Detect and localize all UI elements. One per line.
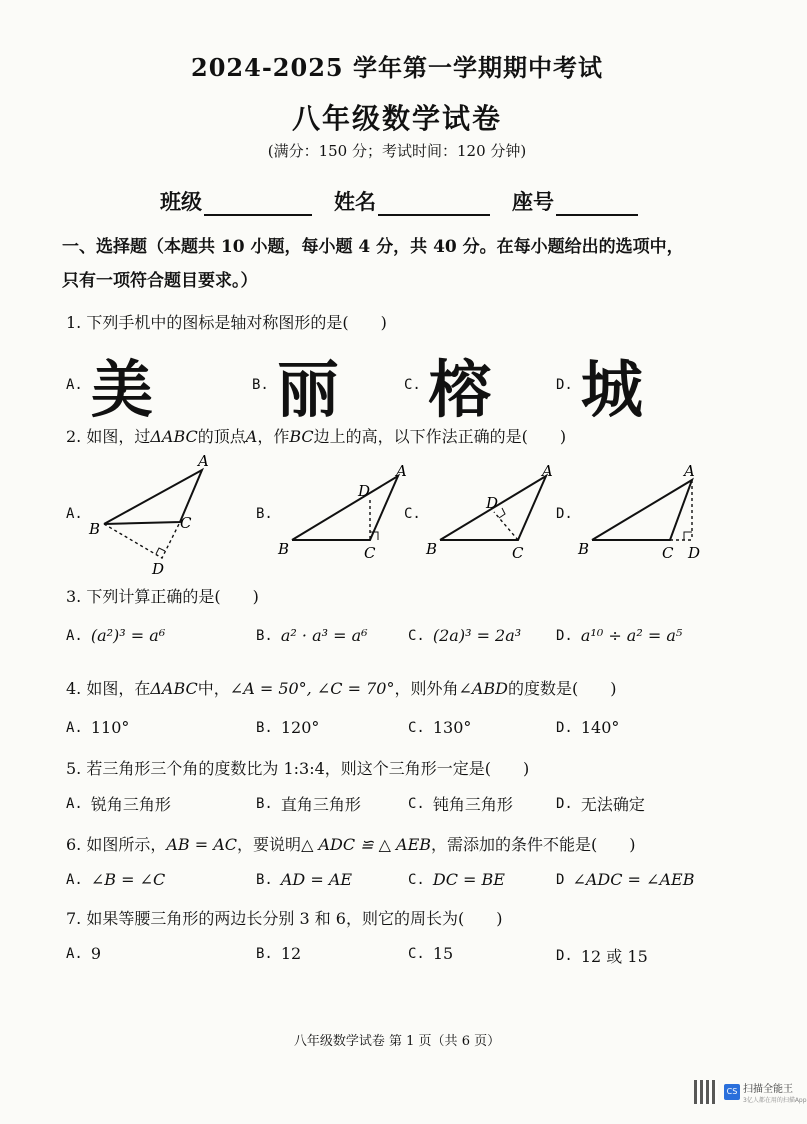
question-1-stem: 1. 下列手机中的图标是轴对称图形的是( ) bbox=[66, 313, 387, 332]
option-expression: a² · a³ = a⁶ bbox=[280, 626, 368, 645]
angle-abd: ∠ABD bbox=[458, 679, 508, 698]
label-d: D bbox=[358, 482, 371, 500]
vertex-a: A bbox=[245, 427, 258, 446]
stem-text: ，要说明 bbox=[237, 835, 302, 854]
exam-title: 2024-2025 学年第一学期期中考试 bbox=[191, 53, 603, 82]
label-c: C bbox=[662, 544, 674, 562]
stem-text: 的度数是( ) bbox=[508, 679, 617, 698]
side-bc: BC bbox=[289, 427, 314, 446]
option-label: B. bbox=[256, 945, 273, 962]
stem-text: ，需添加的条件不能是( ) bbox=[431, 835, 636, 854]
angle-condition: ∠A = 50°, ∠C = 70° bbox=[229, 679, 395, 698]
q5-option-c[interactable] bbox=[408, 792, 513, 815]
option-label: D bbox=[556, 871, 565, 888]
q5-option-b[interactable] bbox=[256, 792, 361, 815]
option-expression: (a²)³ = a⁶ bbox=[90, 626, 166, 645]
q3-option-b[interactable] bbox=[256, 626, 368, 645]
option-label: C. bbox=[408, 627, 425, 644]
paper-title: 八年级数学试卷 bbox=[291, 102, 502, 135]
label-b: B bbox=[278, 540, 290, 558]
option-value: 110° bbox=[90, 718, 130, 737]
option-label: B. bbox=[256, 871, 273, 888]
exam-info: (满分：150 分；考试时间：120 分钟) bbox=[267, 142, 527, 160]
option-expression: (2a)³ = 2a³ bbox=[432, 626, 522, 645]
q5-option-a[interactable] bbox=[66, 792, 171, 815]
option-label: C. bbox=[408, 945, 425, 962]
icon-char-mei: 美 bbox=[90, 353, 153, 426]
name-blank[interactable] bbox=[378, 192, 490, 216]
name-label: 姓名 bbox=[334, 189, 376, 214]
q2-figure-d bbox=[574, 460, 714, 570]
stem-text: 6. 如图所示， bbox=[66, 835, 167, 854]
stem-text: ，则外角 bbox=[394, 679, 459, 698]
congruence-statement: △ ADC ≌ △ AEB bbox=[301, 835, 432, 854]
q2-figure-c bbox=[422, 460, 562, 570]
q2-figure-b bbox=[274, 460, 414, 570]
option-label: A. bbox=[66, 376, 83, 393]
icon-char-rong: 榕 bbox=[428, 353, 491, 426]
option-label: C. bbox=[404, 506, 421, 522]
q4-option-c[interactable] bbox=[408, 718, 471, 737]
stem-text: ，作 bbox=[257, 427, 290, 446]
side-condition: AB = AC bbox=[166, 835, 238, 854]
option-value: 12 bbox=[280, 944, 302, 963]
q1-option-b[interactable] bbox=[252, 340, 339, 429]
option-label: C. bbox=[408, 795, 425, 812]
q4-option-d[interactable] bbox=[556, 718, 619, 737]
q6-option-c[interactable] bbox=[408, 870, 505, 889]
label-a: A bbox=[396, 462, 407, 480]
q7-option-b[interactable] bbox=[256, 944, 301, 963]
q5-option-d[interactable] bbox=[556, 792, 645, 815]
section-heading-line1: 一、选择题（本题共 10 小题，每小题 4 分，共 40 分。在每小题给出的选项中， bbox=[62, 237, 684, 257]
q6-option-b[interactable] bbox=[256, 870, 352, 889]
option-label: A. bbox=[66, 627, 83, 644]
q1-option-a[interactable] bbox=[66, 340, 153, 429]
question-7-stem: 7. 如果等腰三角形的两边长分别 3 和 6，则它的周长为( ) bbox=[66, 909, 503, 928]
option-expression: a¹⁰ ÷ a² = a⁵ bbox=[580, 626, 683, 645]
icon-char-li: 丽 bbox=[276, 353, 339, 426]
q3-option-a[interactable] bbox=[66, 626, 165, 645]
option-value: DC = BE bbox=[432, 870, 505, 889]
option-label: D. bbox=[556, 627, 573, 644]
label-c: C bbox=[512, 544, 524, 562]
option-value: 直角三角形 bbox=[280, 795, 361, 814]
q1-option-c[interactable] bbox=[404, 340, 491, 429]
option-value: ∠B = ∠C bbox=[90, 870, 166, 889]
question-4-stem bbox=[66, 676, 617, 699]
option-value: ∠ADC = ∠AEB bbox=[572, 870, 695, 889]
stem-text: 边上的高，以下作法正确的是( ) bbox=[313, 427, 567, 446]
label-b: B bbox=[578, 540, 590, 558]
name-field[interactable] bbox=[334, 186, 490, 216]
option-label: B. bbox=[252, 376, 269, 393]
option-label: C. bbox=[408, 719, 425, 736]
scanner-logo-icon: CS bbox=[724, 1084, 740, 1100]
label-a: A bbox=[198, 452, 209, 470]
label-c: C bbox=[364, 544, 376, 562]
label-b: B bbox=[426, 540, 438, 558]
stem-text: 中， bbox=[197, 679, 230, 698]
option-label: B. bbox=[256, 506, 273, 522]
option-label: A. bbox=[66, 795, 83, 812]
question-2-stem bbox=[66, 424, 566, 447]
label-d: D bbox=[152, 560, 165, 578]
q7-option-c[interactable] bbox=[408, 944, 453, 963]
q3-option-c[interactable] bbox=[408, 626, 521, 645]
option-label: A. bbox=[66, 871, 83, 888]
option-value: 130° bbox=[432, 718, 472, 737]
option-label: D. bbox=[556, 376, 573, 393]
q2-figure-a bbox=[84, 450, 224, 580]
q4-option-b[interactable] bbox=[256, 718, 319, 737]
option-label: B. bbox=[256, 627, 273, 644]
option-label: D. bbox=[556, 719, 573, 736]
option-label: D. bbox=[556, 795, 573, 812]
icon-char-cheng: 城 bbox=[580, 353, 643, 426]
q6-option-d[interactable] bbox=[556, 870, 694, 889]
option-label: A. bbox=[66, 719, 83, 736]
option-value: 钝角三角形 bbox=[432, 795, 513, 814]
option-value: 9 bbox=[90, 944, 102, 963]
option-label: B. bbox=[256, 719, 273, 736]
label-d: D bbox=[688, 544, 701, 562]
label-b: B bbox=[89, 520, 101, 538]
class-blank[interactable] bbox=[204, 192, 312, 216]
stem-text: 的顶点 bbox=[197, 427, 246, 446]
label-a: A bbox=[542, 462, 553, 480]
option-label: C. bbox=[408, 871, 425, 888]
page-footer: 八年级数学试卷 第 1 页（共 6 页） bbox=[293, 1034, 501, 1049]
scanner-stamp bbox=[694, 1080, 807, 1104]
option-value: 12 或 15 bbox=[580, 947, 648, 966]
option-label: A. bbox=[66, 506, 83, 522]
option-value: 120° bbox=[280, 718, 320, 737]
question-6-stem bbox=[66, 832, 636, 855]
q7-option-d[interactable] bbox=[556, 944, 648, 967]
q7-option-a[interactable] bbox=[66, 944, 101, 963]
q6-option-a[interactable] bbox=[66, 870, 165, 889]
option-label: C. bbox=[404, 376, 421, 393]
stem-text: 4. 如图，在 bbox=[66, 679, 151, 698]
q4-option-a[interactable] bbox=[66, 718, 129, 737]
class-field[interactable] bbox=[160, 186, 312, 216]
qr-code-icon bbox=[694, 1080, 718, 1104]
seat-field[interactable] bbox=[512, 186, 638, 216]
section-heading-line2: 只有一项符合题目要求。） bbox=[62, 271, 258, 291]
question-3-stem: 3. 下列计算正确的是( ) bbox=[66, 587, 259, 606]
q3-option-d[interactable] bbox=[556, 626, 682, 645]
label-d: D bbox=[486, 494, 499, 512]
option-label: B. bbox=[256, 795, 273, 812]
stem-text: 2. 如图，过 bbox=[66, 427, 151, 446]
triangle-symbol: ΔABC bbox=[150, 679, 198, 698]
question-5-stem: 5. 若三角形三个角的度数比为 1:3:4，则这个三角形一定是( ) bbox=[66, 759, 530, 778]
option-value: 15 bbox=[432, 944, 454, 963]
option-label: D. bbox=[556, 947, 573, 964]
option-value: 140° bbox=[580, 718, 620, 737]
scanner-slogan: 3亿人都在用的扫描App bbox=[743, 1097, 807, 1104]
option-value: 无法确定 bbox=[580, 795, 645, 814]
triangle-symbol: ΔABC bbox=[150, 427, 198, 446]
scanner-name: 扫描全能王 bbox=[743, 1084, 793, 1095]
class-label: 班级 bbox=[160, 189, 202, 214]
seat-label: 座号 bbox=[512, 189, 554, 214]
q1-option-d[interactable] bbox=[556, 340, 643, 429]
option-value: AD = AE bbox=[280, 870, 353, 889]
student-fields bbox=[160, 186, 660, 216]
option-label: A. bbox=[66, 945, 83, 962]
seat-blank[interactable] bbox=[556, 192, 638, 216]
option-value: 锐角三角形 bbox=[90, 795, 171, 814]
option-label: D. bbox=[556, 506, 573, 522]
label-a: A bbox=[684, 462, 695, 480]
label-c: C bbox=[180, 514, 192, 532]
